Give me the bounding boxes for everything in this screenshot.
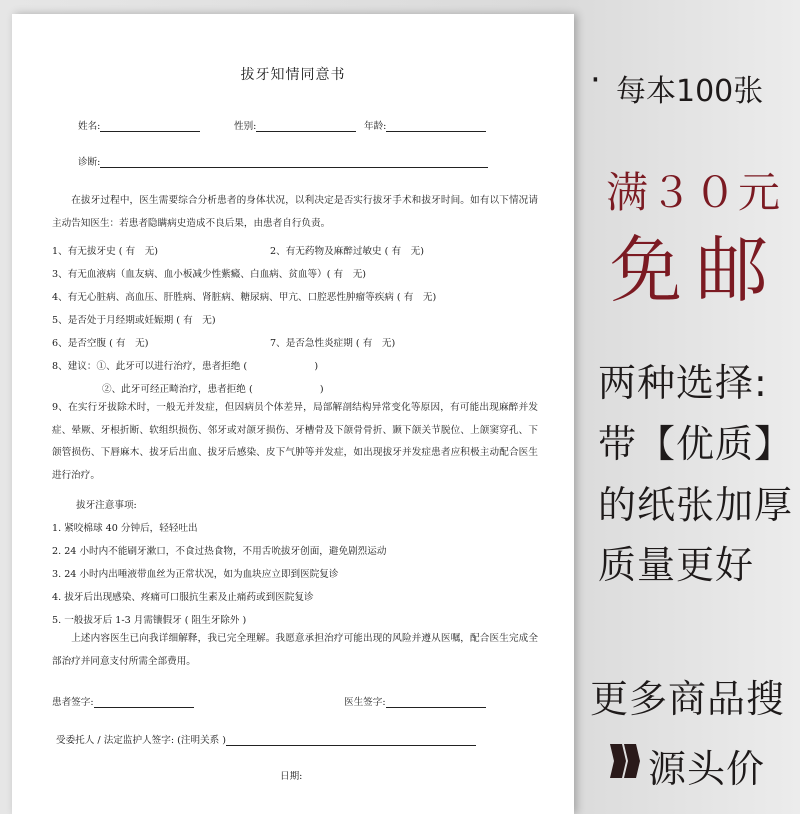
item-5: 5、是否处于月经期或妊娠期 ( 有 无) (52, 315, 216, 326)
item-6: 6、是否空腹 ( 有 无) (52, 338, 149, 349)
choice-line-4: 质量更好 (598, 543, 755, 587)
item-2: 2、有无药物及麻醉过敏史 ( 有 无) (270, 246, 425, 257)
patient-signature-blank (94, 697, 194, 708)
consent-form-sheet (12, 14, 574, 814)
free-shipping: 免邮 (610, 228, 783, 312)
note-item: 2. 24 小时内不能刷牙漱口，不食过热食物，不用舌吮拔牙创面，避免剧烈运动 (52, 546, 387, 557)
item-3: 3、有无血液病（血友病、血小板减少性紫癜、白血病、贫血等）( 有 无) (52, 269, 367, 280)
item-1: 1、有无拔牙史 ( 有 无) (52, 246, 159, 257)
age-label: 年龄: (364, 121, 387, 132)
bullet-mark: · (590, 60, 601, 100)
patient-signature-label: 患者签字: (52, 697, 94, 708)
name-label: 姓名: (78, 121, 101, 132)
note-item: 3. 24 小时内出唾液带血丝为正常状况，如为血块应立即到医院复诊 (52, 569, 339, 580)
more-products: 更多商品搜 (590, 677, 786, 721)
shipping-threshold: 满３０元 (606, 168, 783, 217)
name-field (78, 118, 200, 132)
diagnosis-label: 诊断: (78, 157, 101, 168)
patient-signature-field (52, 694, 194, 708)
item-8b: ②、此牙可经正畸治疗，患者拒绝 ( ) (102, 384, 324, 395)
doctor-signature-field (344, 694, 486, 708)
diagnosis-blank (100, 157, 488, 168)
guardian-signature-blank (226, 735, 476, 746)
gender-blank (256, 121, 356, 132)
diagnosis-field (78, 154, 488, 168)
item-8a: 8、建议：①、此牙可以进行治疗，患者拒绝 ( ) (52, 361, 319, 372)
guardian-signature-label: 受委托人 / 法定监护人签字: (注明关系 ) (56, 735, 227, 746)
date-label: 日期: (280, 771, 303, 782)
note-item: 4. 拔牙后出现感染、疼痛可口服抗生素及止痛药或到医院复诊 (52, 592, 314, 603)
gender-field (234, 118, 356, 132)
consent-paragraph: 上述内容医生已向我详细解释，我已完全理解。我愿意承担治疗可能出现的风险并遵从医嘱，配合医生完成全部治疗并同意支付所需全部费用。 (52, 633, 538, 667)
form-title: 拔牙知情同意书 (240, 67, 346, 83)
guardian-signature-field (56, 732, 476, 746)
choice-line-2: 带【优质】 (598, 422, 794, 466)
gender-label: 性别: (234, 121, 257, 132)
age-blank (386, 121, 486, 132)
choice-line-3: 的纸张加厚 (598, 483, 794, 527)
store-logo-icon (604, 742, 644, 780)
note-item: 1. 紧咬棉球 40 分钟后，轻轻吐出 (52, 523, 198, 534)
per-book-count: 每本100张 (616, 74, 764, 109)
notes-heading: 拔牙注意事项: (76, 500, 137, 511)
doctor-signature-label: 医生签字: (344, 697, 386, 708)
note-item: 5. 一般拔牙后 1-3 月需镶假牙 ( 阻生牙除外 ) (52, 615, 247, 626)
source-price: 源头价 (648, 747, 766, 791)
doctor-signature-blank (386, 697, 486, 708)
choice-line-1: 两种选择: (598, 361, 768, 405)
item-7: 7、是否急性炎症期 ( 有 无) (270, 338, 396, 349)
intro-paragraph: 在拔牙过程中，医生需要综合分析患者的身体状况，以利决定是否实行拔牙手术和拔牙时间。如有以下情况请主动告知医生：若患者隐瞒病史造成不良后果，由患者自行负责。 (52, 195, 538, 229)
item-9: 9、在实行牙拔除术时，一般无并发症，但因病员个体差异，局部解剖结构异常变化等原因，有可能出现麻醉并发症、晕厥、牙根折断、软组织损伤、邻牙或对颌牙损伤、牙槽骨及下颌骨骨折、颞下颌关节脱位、上颌窦穿孔、下颌管损伤、下唇麻木、拔牙后出血、拔牙后感染、皮下气肿等并发症，如出现拔牙并发症患者应积极主动配合医生进行治疗。 (52, 402, 538, 481)
name-blank (100, 121, 200, 132)
item-4: 4、有无心脏病、高血压、肝胜病、肾脏病、糖尿病、甲亢、口腔恶性肿瘤等疾病 ( 有 无) (52, 292, 437, 303)
age-field (364, 118, 486, 132)
